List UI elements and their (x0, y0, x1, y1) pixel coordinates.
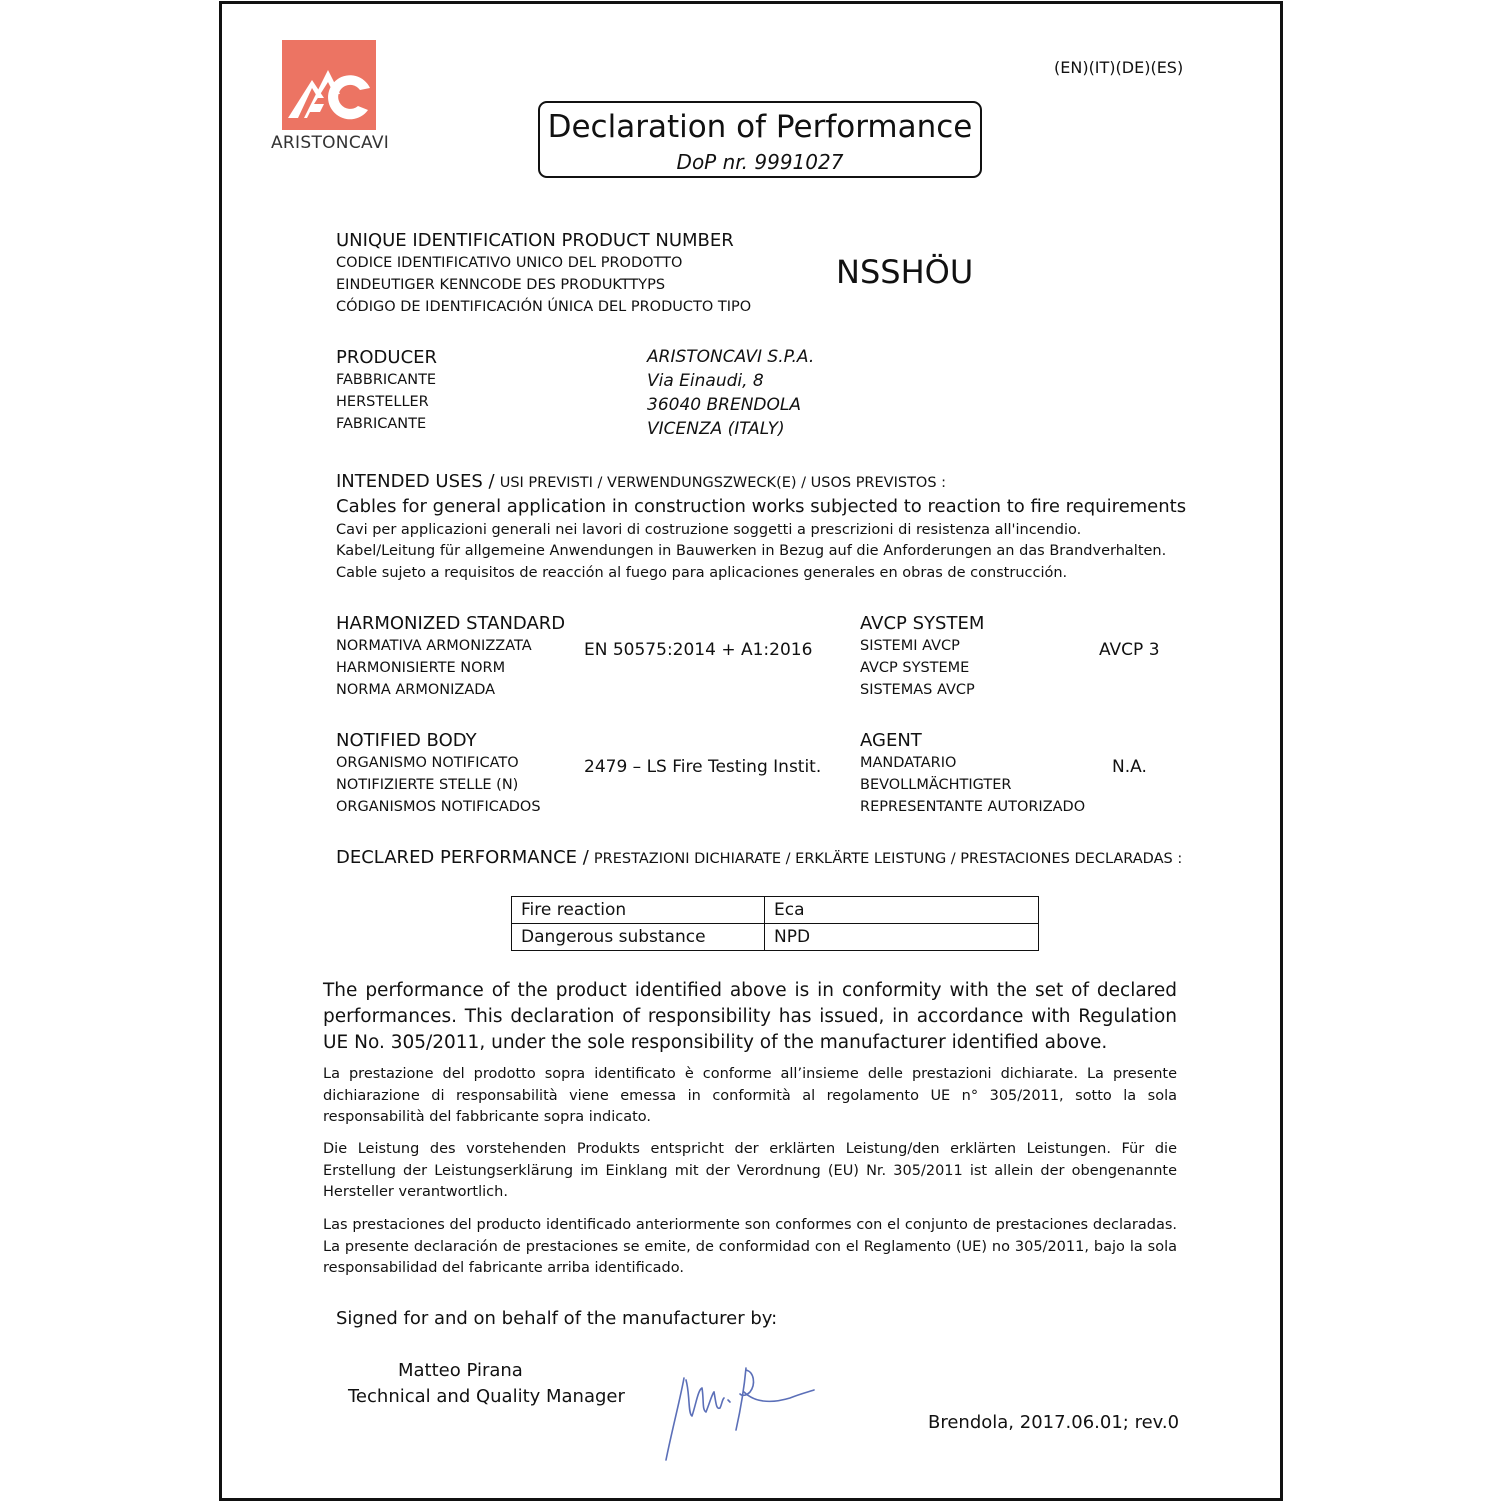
producer-region: VICENZA (ITALY) (647, 419, 785, 439)
agent-label-de: BEVOLLMÄCHTIGTER (860, 777, 1012, 793)
producer-label-en: PRODUCER (336, 347, 438, 368)
conformity-statement-en: The performance of the product identified above is in conformity with the set of declared performances. This declaration of responsibility has issued, in accordance with Regulation UE No. 305/2011, under the sole responsibility of the manufacturer identified above. (323, 980, 1177, 1053)
agent-label-es: REPRESENTANTE AUTORIZADO (860, 799, 1086, 815)
performance-value: Eca (765, 897, 1039, 924)
intended-uses-en: Cables for general application in construction works subjected to reaction to fire requirements (336, 496, 1187, 517)
intended-uses-heading (336, 471, 946, 492)
product-id-label-en: UNIQUE IDENTIFICATION PRODUCT NUMBER (336, 230, 734, 251)
notified-body-label-de: NOTIFIZIERTE STELLE (N) (336, 777, 519, 793)
declared-performance-heading (336, 847, 1182, 868)
title-box (538, 101, 982, 178)
company-logo (282, 40, 376, 130)
intended-uses-it: Cavi per applicazioni generali nei lavori di costruzione soggetti a prescrizioni di resistenza all'incendio. (336, 522, 1082, 538)
producer-label-it: FABBRICANTE (336, 372, 437, 388)
agent-label-en: AGENT (860, 730, 922, 751)
notified-body-label-en: NOTIFIED BODY (336, 730, 477, 751)
product-code: NSSHÖU (836, 253, 974, 291)
performance-characteristic: Dangerous substance (512, 924, 765, 951)
place-and-date: Brendola, 2017.06.01; rev.0 (928, 1412, 1180, 1433)
table-row (512, 897, 1039, 924)
intended-uses-heading-rest: USI PREVISTI / VERWENDUNGSZWECK(E) / USOS PREVISTOS : (499, 475, 947, 491)
conformity-statement-it: La prestazione del prodotto sopra identificato è conforme all’insieme delle prestazioni dichiarate. La presente dichiarazione di responsabilità viene emessa in conformità al regolamento UE n° 305/2011, sotto la sola responsabilità del fabbricante sopra indicato. (323, 1066, 1177, 1125)
notified-body-label-it: ORGANISMO NOTIFICATO (336, 755, 519, 771)
handwritten-signature (650, 1360, 820, 1465)
standard-label-it: NORMATIVA ARMONIZZATA (336, 638, 532, 654)
dop-number: DoP nr. 9991027 (676, 150, 844, 174)
agent-value: N.A. (1112, 757, 1147, 777)
language-codes: (EN)(IT)(DE)(ES) (1054, 58, 1184, 77)
notified-body-label-es: ORGANISMOS NOTIFICADOS (336, 799, 541, 815)
product-id-label-de: EINDEUTIGER KENNCODE DES PRODUKTTYPS (336, 277, 666, 293)
signature-intro: Signed for and on behalf of the manufacturer by: (336, 1308, 778, 1329)
performance-characteristic: Fire reaction (512, 897, 765, 924)
product-id-label-it: CODICE IDENTIFICATIVO UNICO DEL PRODOTTO (336, 255, 683, 271)
signatory-name: Matteo Pirana (398, 1360, 523, 1381)
agent-label-it: MANDATARIO (860, 755, 957, 771)
avcp-label-en: AVCP SYSTEM (860, 613, 985, 634)
producer-street: Via Einaudi, 8 (647, 371, 764, 391)
intended-uses-es: Cable sujeto a requisitos de reacción al fuego para aplicaciones generales en obras de construcción. (336, 565, 1068, 581)
avcp-value: AVCP 3 (1099, 640, 1160, 660)
intended-uses-de: Kabel/Leitung für allgemeine Anwendungen in Bauwerken in Bezug auf die Anforderungen an das Brandverhalten. (336, 543, 1167, 559)
avcp-label-es: SISTEMAS AVCP (860, 682, 975, 698)
declared-performance-heading-main: DECLARED PERFORMANCE / (336, 847, 589, 868)
producer-label-de: HERSTELLER (336, 394, 429, 410)
logo-wordmark: ARISTONCAVI (271, 133, 390, 153)
declared-performance-heading-rest: PRESTAZIONI DICHIARATE / ERKLÄRTE LEISTUNG / PRESTACIONES DECLARADAS : (593, 851, 1183, 867)
performance-value: NPD (765, 924, 1039, 951)
notified-body-value: 2479 – LS Fire Testing Instit. (584, 757, 822, 777)
standard-label-es: NORMA ARMONIZADA (336, 682, 496, 698)
avcp-label-de: AVCP SYSTEME (860, 660, 970, 676)
standard-label-de: HARMONISIERTE NORM (336, 660, 506, 676)
product-id-label-es: CÓDIGO DE IDENTIFICACIÓN ÚNICA DEL PRODUCTO TIPO (336, 299, 752, 315)
performance-table (511, 896, 1039, 951)
conformity-statement-es: Las prestaciones del producto identificado anteriormente son conformes con el conjunto de prestaciones declaradas. La presente declaración de prestaciones se emite, de conformidad con el Reglamento (UE) no 305/2011, bajo la sola responsabilidad del fabricante arriba identificado. (323, 1217, 1177, 1276)
table-row (512, 924, 1039, 951)
conformity-statement-de: Die Leistung des vorstehenden Produkts entspricht der erklärten Leistung/den erklärten Leistungen. Für die Erstellung der Leistungserklärung im Einklang mit der Verordnung (EU) Nr. 305/2011 ist allein der obengenannte Hersteller verantwortlich. (323, 1141, 1177, 1200)
standard-label-en: HARMONIZED STANDARD (336, 613, 566, 634)
producer-city: 36040 BRENDOLA (647, 395, 801, 415)
intended-uses-heading-main: INTENDED USES / (336, 471, 495, 492)
document-title: Declaration of Performance (547, 109, 973, 145)
avcp-label-it: SISTEMI AVCP (860, 638, 960, 654)
producer-label-es: FABRICANTE (336, 416, 427, 432)
producer-company: ARISTONCAVI S.P.A. (647, 347, 815, 367)
ac-monogram-icon (282, 40, 376, 130)
signatory-role: Technical and Quality Manager (348, 1386, 625, 1407)
standard-value: EN 50575:2014 + A1:2016 (584, 640, 813, 660)
